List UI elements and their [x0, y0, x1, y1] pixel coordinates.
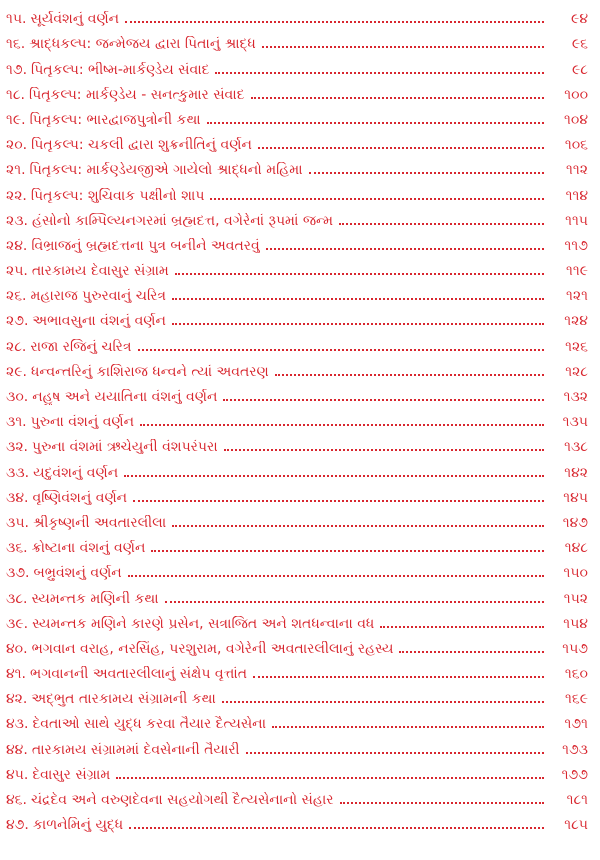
chapter-title: અભાવસુના વંશનું વર્ણન	[32, 313, 166, 330]
page-number: ૧૪૭	[562, 514, 588, 531]
toc-entry	[0, 556, 600, 581]
chapter-number: ૨૫.	[6, 263, 28, 280]
toc-entry	[0, 78, 600, 103]
toc-entry	[0, 27, 600, 52]
dot-leader	[172, 323, 544, 325]
toc-entry	[0, 204, 600, 229]
dot-leader	[262, 46, 544, 48]
chapter-title: દેવાસુર સંગ્રામ	[32, 766, 111, 783]
chapter-number: ૧૯.	[6, 111, 26, 128]
dot-leader	[210, 198, 544, 200]
dot-leader	[215, 72, 544, 74]
dot-leader	[258, 147, 544, 149]
chapter-title: મહારાજ પુરુરવાનું ચરિત્ર	[30, 288, 166, 305]
dot-leader	[133, 500, 544, 502]
chapter-title: બભ્રુવંશનું વર્ણન	[33, 565, 122, 582]
dot-leader	[339, 223, 544, 225]
chapter-title: વિભ્રાજનું બ્રહ્મદત્તના પુત્ર બનીને અવતરવું	[31, 237, 260, 254]
dot-leader	[380, 626, 544, 628]
toc-entry	[0, 254, 600, 279]
dot-leader	[165, 601, 544, 603]
chapter-number: ૧૮.	[6, 86, 26, 103]
page-number: ૧૬૯	[565, 691, 588, 708]
chapter-title: પિતૃકલ્પ: ભારદ્વાજપુત્રોની કથા	[29, 111, 201, 128]
dot-leader	[116, 777, 544, 779]
dot-leader	[275, 374, 544, 376]
page-number: ૯૮	[572, 61, 588, 78]
page-number: ૧૭૩	[562, 741, 588, 758]
toc-entry	[0, 531, 600, 556]
chapter-number: ૩૧.	[6, 414, 27, 431]
chapter-number: ૩૫.	[6, 514, 29, 531]
chapter-number: ૧૫.	[6, 11, 27, 28]
chapter-number: ૨૪.	[6, 237, 28, 254]
toc-entry	[0, 103, 600, 128]
chapter-title: પિતૃકલ્પ: ચકલી દ્વારા શુક્રનીતિનું વર્ણન	[31, 137, 252, 154]
dot-leader	[124, 475, 544, 477]
page-number: ૧૮૫	[564, 817, 588, 834]
page-number: ૧૦૪	[564, 111, 588, 128]
chapter-title: ચંદ્રદેવ અને વરુણદેવના સહયોગથી દૈત્યસેનાનો સંહાર	[30, 792, 334, 808]
page-number: ૧૨૬	[565, 338, 588, 355]
toc-entry	[0, 632, 600, 657]
chapter-number: ૨૯.	[6, 363, 27, 380]
chapter-title: ભગવાન વરાહ, નરસિંહ, પરશુરામ, વગેરેની અવતારલીલાનું રહસ્ય	[31, 640, 394, 657]
chapter-number: ૪૦.	[6, 640, 28, 657]
dot-leader	[340, 802, 544, 804]
chapter-number: ૨૩.	[6, 212, 28, 229]
toc-entry	[0, 405, 600, 430]
page-number: ૧૧૪	[565, 187, 588, 204]
page-number: ૧૦૬	[564, 137, 588, 154]
toc-entry	[0, 229, 600, 254]
chapter-number: ૪૪.	[6, 741, 28, 758]
chapter-title: કાળનેમિનું યુદ્ધ	[32, 817, 124, 834]
chapter-title: પિતૃકલ્પ: માર્કણ્ડેય - સનત્કુમાર સંવાદ	[29, 86, 245, 103]
chapter-title: ક્રોષ્ટાના વંશનું વર્ણન	[31, 540, 146, 557]
page-number: ૧૫૨	[563, 590, 588, 607]
chapter-title: પુરુના વંશનું વર્ણન	[30, 414, 135, 431]
dot-leader	[128, 575, 544, 577]
chapter-number: ૪૬.	[6, 792, 27, 808]
toc-entry	[0, 506, 600, 531]
dot-leader	[309, 172, 544, 174]
toc-entry	[0, 128, 600, 153]
dot-leader	[266, 248, 544, 250]
toc-entry	[0, 178, 600, 203]
chapter-title: શ્રીકૃષ્ણની અવતારલીલા	[32, 514, 167, 531]
dot-leader	[223, 399, 544, 401]
page-number: ૯૪	[571, 11, 588, 28]
page-number: ૧૧૨	[566, 162, 588, 179]
chapter-number: ૨૮.	[6, 338, 27, 355]
page-number: ૧૨૧	[566, 288, 588, 305]
chapter-title: અદ્ભુત તારકામય સંગ્રામની કથા	[31, 691, 216, 708]
page-number: ૧૬૦	[564, 666, 588, 683]
dot-leader	[272, 726, 544, 728]
toc-entry	[0, 430, 600, 455]
page-number: ૧૩૫	[562, 414, 588, 431]
page-number: ૧૧૯	[565, 263, 588, 280]
page-number: ૧૭૭	[561, 766, 588, 783]
chapter-number: ૪૩.	[6, 716, 29, 733]
toc-entry	[0, 682, 600, 707]
toc-entry	[0, 481, 600, 506]
page-number: ૧૦૦	[564, 86, 588, 103]
toc-entry	[0, 380, 600, 405]
toc-entry	[0, 279, 600, 304]
dot-leader	[207, 122, 544, 124]
toc-entry	[0, 783, 600, 808]
dot-leader	[222, 701, 544, 703]
toc-entry	[0, 355, 600, 380]
chapter-title: વૃષ્ણિવંશનું વર્ણન	[32, 489, 128, 506]
page-number: ૧૪૨	[564, 464, 588, 481]
chapter-title: રાજા રજિનું ચરિત્ર	[30, 338, 132, 355]
chapter-title: તારકામય દેવાસુર સંગ્રામ	[31, 263, 169, 280]
toc-entry	[0, 52, 600, 77]
chapter-title: પિતૃકલ્પ: શુચિવાક પક્ષીનો શાપ	[30, 187, 205, 204]
chapter-title: સ્યમન્તક મણિની કથા	[31, 590, 159, 607]
toc-entry	[0, 607, 600, 632]
dot-leader	[251, 97, 544, 99]
dot-leader	[138, 349, 544, 351]
dot-leader	[129, 827, 544, 829]
toc-entry	[0, 153, 600, 178]
toc-entry	[0, 758, 600, 783]
dot-leader	[253, 676, 544, 678]
page-number: ૧૪૮	[564, 540, 588, 557]
chapter-number: ૧૭.	[6, 61, 28, 78]
chapter-number: ૩૮.	[6, 590, 28, 607]
chapter-title: સૂર્યવંશનું વર્ણન	[30, 11, 120, 28]
page-number: ૧૧૫	[565, 212, 588, 229]
chapter-title: દેવતાઓ સાથે યુદ્ધ કરવા તૈયાર દૈત્યસેના	[32, 716, 267, 733]
dot-leader	[172, 525, 544, 527]
dot-leader	[151, 550, 544, 552]
chapter-title: ધન્વન્તરિનું કાશિરાજ ધન્વને ત્યાં અવતરણ	[30, 363, 269, 380]
chapter-number: ૨૨.	[6, 187, 27, 204]
page-number: ૧૩૮	[564, 439, 588, 456]
chapter-number: ૩૪.	[6, 489, 29, 506]
toc-entry	[0, 732, 600, 757]
chapter-title: હંસોનો કામ્પિલ્યનગરમાં બ્રહ્મદત્ત, વગેરેનાં રૂપમાં જન્મ	[32, 212, 333, 229]
chapter-title: પિતૃકલ્પ: ભીષ્મ-માર્કણ્ડેય સંવાદ	[31, 61, 210, 78]
chapter-title: તારકામય સંગ્રામમાં દેવસેનાની તૈયારી	[31, 741, 240, 758]
dot-leader	[172, 298, 544, 300]
page-number: ૧૮૧	[566, 792, 588, 808]
chapter-title: સ્યમન્તક મણિને કારણે પ્રસેન, સત્રાજિત અને શતધન્વાના વધ	[32, 615, 375, 632]
page-number: ૧૫૪	[563, 615, 588, 632]
chapter-number: ૩૭.	[6, 565, 30, 582]
chapter-title: શ્રાદ્ધકલ્પ: જન્મેજય દ્વારા પિતાનું શ્રાદ્ધ	[29, 36, 256, 53]
page-number: ૧૪૫	[563, 489, 588, 506]
chapter-number: ૩૨.	[6, 439, 28, 456]
chapter-number: ૩૯.	[6, 615, 29, 632]
chapter-number: ૪૭.	[6, 817, 29, 834]
chapter-number: ૪૨.	[6, 691, 28, 708]
dot-leader	[125, 21, 544, 23]
chapter-number: ૨૧.	[6, 162, 26, 179]
page-number: ૧૫૭	[562, 640, 588, 657]
dot-leader	[224, 449, 544, 451]
page-number: ૯૬	[571, 36, 588, 53]
chapter-title: પુરુના વંશમાં ઋચેયુની વંશપરંપરા	[32, 439, 218, 456]
dot-leader	[140, 424, 544, 426]
chapter-number: ૨૬.	[6, 288, 27, 305]
chapter-number: ૩૦.	[6, 389, 29, 405]
chapter-title: યદુવંશનું વર્ણન	[33, 464, 119, 481]
chapter-number: ૨૦.	[6, 137, 28, 154]
page-number: ૧૭૧	[564, 716, 588, 733]
page-number: ૧૩૨	[563, 389, 588, 405]
toc-entry	[0, 329, 600, 354]
chapter-number: ૩૩.	[6, 464, 30, 481]
toc-entry	[0, 304, 600, 329]
dot-leader	[246, 752, 544, 754]
chapter-title: નહુષ અને યયાતિના વંશનું વર્ણન	[32, 389, 218, 405]
chapter-number: ૨૭.	[6, 313, 29, 330]
chapter-number: ૪૧.	[6, 666, 26, 683]
toc-entry	[0, 707, 600, 732]
chapter-number: ૧૬.	[6, 36, 26, 53]
chapter-number: ૩૬.	[6, 540, 28, 557]
chapter-number: ૪૫.	[6, 766, 29, 783]
toc-entry	[0, 657, 600, 682]
page-number: ૧૧૭	[564, 237, 588, 254]
page-number: ૧૨૪	[564, 313, 588, 330]
chapter-title: ભગવાનની અવતારલીલાનું સંક્ષેપ વૃત્તાંત	[30, 666, 247, 683]
dot-leader	[175, 273, 544, 275]
page-number: ૧૫૦	[563, 565, 588, 582]
toc-entry	[0, 455, 600, 480]
page-number: ૧૨૮	[565, 363, 588, 380]
toc-entry	[0, 581, 600, 606]
chapter-title: પિતૃકલ્પ: માર્કણ્ડેયજીએ ગાયેલો શ્રાદ્ધનો મહિમા	[29, 162, 303, 179]
dot-leader	[399, 651, 544, 653]
toc-entry	[0, 2, 600, 27]
toc-entry	[0, 808, 600, 833]
